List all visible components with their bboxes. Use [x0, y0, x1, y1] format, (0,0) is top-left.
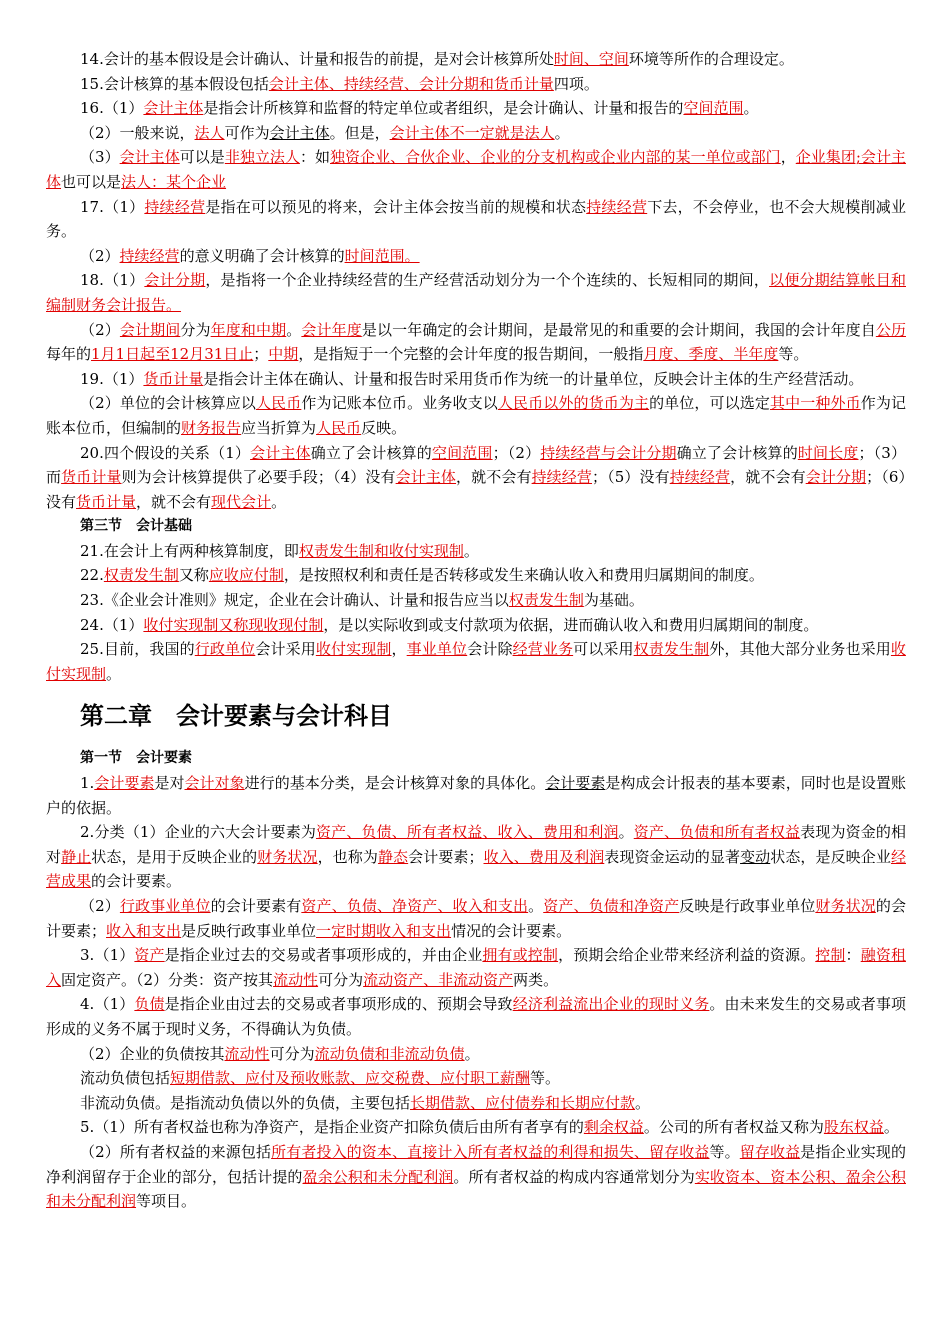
highlighted-term: 中期 [268, 345, 299, 364]
highlighted-term: 流动性 [224, 1044, 270, 1063]
highlighted-term: 现代会计 [211, 492, 272, 511]
text-run: 又称 [178, 566, 209, 585]
paragraph [46, 318, 906, 367]
text-run: 是指会计主体在确认、计量和报告时采用货币作为统一的计量单位，反映会计主体的生产经营活动。 [203, 369, 864, 388]
text-run: 16.（1） [80, 99, 144, 118]
highlighted-term: 货币计量 [76, 492, 137, 511]
paragraph [46, 441, 906, 515]
text-run: 环境等所作的合理设定。 [628, 50, 794, 68]
text-run: 22. [80, 566, 104, 585]
text-run: 可以采用 [573, 640, 634, 659]
paragraph [46, 244, 906, 269]
paragraph [46, 145, 906, 194]
underlined-term: 变动 [740, 847, 771, 866]
highlighted-term: 经济利益流出企业的现时义务 [512, 995, 710, 1014]
paragraph [46, 613, 906, 638]
text-run: 表现资金运动的显著 [604, 847, 741, 866]
text-run: 15.会计核算的基本假设包括 [80, 74, 269, 93]
highlighted-term: 股东权益 [823, 1118, 884, 1137]
highlighted-term: 非独立法人 [224, 148, 300, 167]
highlighted-term: 独资企业、合伙企业、企业的分支机构或企业内部的某一单位或部门 [330, 148, 781, 167]
text-run: 流动负债包括 [80, 1069, 171, 1088]
text-run: 会计要素； [408, 847, 484, 866]
text-run: ： [845, 946, 861, 965]
text-run: 作为记账本位币，但编制的 [46, 394, 906, 437]
highlighted-term: 静态 [377, 847, 409, 866]
paragraph [46, 820, 906, 894]
highlighted-term: 收入、费用及利润 [483, 847, 605, 866]
underlined-term: 会计主体 [269, 123, 330, 142]
text-run: ：如 [299, 148, 330, 167]
highlighted-term: 权责发生制 [508, 591, 584, 610]
highlighted-term: 财务状况 [815, 897, 876, 915]
highlighted-term: 空间范围 [431, 443, 493, 462]
highlighted-term: 应收应付制 [208, 566, 284, 585]
highlighted-term: 公历 [875, 320, 906, 339]
text-run: 21.在会计上有两种核算制度，即 [80, 541, 299, 560]
text-run: 非流动负债。是指流动负债以外的负债，主要包括 [80, 1093, 411, 1112]
text-run: 为基础。 [583, 591, 644, 610]
text-run: ，是指将一个企业持续经营的生产经营活动划分为一个个连续的、长短相同的期间， [205, 271, 770, 290]
text-run: 是指企业由过去的交易或者事项形成的、预期会导致 [164, 995, 513, 1014]
text-run: 的意义明确了会计核算的 [179, 246, 345, 265]
highlighted-term: 实收资本、资本公积、盈余公积和未分配利润 [46, 1167, 906, 1211]
text-run: 情况的会计要素。 [451, 921, 572, 940]
highlighted-term: 收付实现制 [46, 640, 906, 683]
highlighted-term: 人民币以外的货币为主 [497, 394, 650, 413]
text-run: 分为 [180, 320, 211, 339]
highlighted-term: 融资租入 [46, 946, 906, 989]
text-run: 则为会计核算提供了必要手段；（4）没有 [121, 468, 396, 487]
highlighted-term: 其中一种外币 [770, 394, 861, 413]
highlighted-term: 会计主体 [395, 468, 457, 487]
text-run: （2）所有者权益的来源包括 [80, 1142, 272, 1161]
text-run: 会计采用 [255, 640, 316, 659]
text-run: ，也称为 [317, 847, 378, 866]
highlighted-term: 人民币 [255, 394, 302, 413]
text-run: ，是指短于一个完整的会计年度的报告期间，一般指 [298, 345, 644, 364]
text-run: 25.目前，我国的 [80, 640, 195, 659]
highlighted-term: 权责发生制 [633, 640, 710, 659]
text-run: 是指在可以预见的将来，会计主体会按当前的规模和状态 [205, 197, 587, 216]
text-run: 等。 [778, 345, 809, 364]
highlighted-term: 财务状况 [257, 847, 318, 866]
text-run: 作为记账本位币。业务收支以 [301, 394, 498, 413]
highlighted-term: 权责发生制 [103, 566, 179, 585]
paragraph [46, 1091, 906, 1116]
text-run: ， [391, 640, 407, 659]
highlighted-term: 流动资产、非流动资产 [363, 970, 514, 989]
text-run: 等。 [530, 1069, 561, 1088]
text-run: 外，其他大部分业务也采用 [709, 640, 891, 659]
highlighted-term: 会计主体不一定就是法人 [389, 123, 555, 142]
text-run: 是指会计所核算和监督的特定单位或者组织，是会计确认、计量和报告的 [203, 99, 684, 118]
text-run: 是构成会计报表的基本要素，同时也是设置账户的依据。 [46, 774, 906, 817]
text-run: 状态，是反映企业 [770, 847, 891, 866]
highlighted-term: 法人 [194, 123, 225, 142]
text-run: ；（6）没有 [46, 468, 906, 511]
highlighted-term: 流动负债和非流动负债 [314, 1044, 465, 1063]
text-run: （2）企业的负债按其 [80, 1044, 225, 1063]
text-run: 4.（1） [80, 995, 135, 1014]
text-run: ，是以实际收到或支付款项为依据，进而确认收入和费用归属期间的制度。 [323, 615, 819, 634]
highlighted-term: 会计要素 [94, 774, 155, 793]
paragraph [46, 47, 906, 72]
highlighted-term: 行政单位 [194, 640, 256, 659]
text-run: 可分为 [269, 1044, 315, 1063]
highlighted-term: 货币计量 [143, 369, 204, 388]
text-run: （2） [80, 320, 120, 339]
text-run: 的单位，可以选定 [649, 394, 771, 413]
highlighted-term: 会计年度 [301, 320, 362, 339]
text-run: 的会计要素有 [210, 897, 302, 915]
text-run: 20.四个假设的关系（1） [80, 443, 251, 462]
highlighted-term: 经营业务 [512, 640, 574, 659]
text-run: （2） [80, 246, 120, 265]
text-run: 等项目。 [136, 1192, 197, 1211]
highlighted-term: 持续经营 [586, 197, 648, 216]
text-run: 四项。 [553, 74, 599, 93]
text-run: 3.（1） [80, 946, 135, 965]
text-run: 。 [271, 492, 287, 511]
text-run: （2）一般来说， [80, 123, 195, 142]
text-run: ，就不会有 [456, 468, 532, 487]
underlined-term: 会计要素 [545, 774, 606, 793]
text-run: ；（5）没有 [592, 468, 670, 487]
text-run: 17.（1） [80, 197, 145, 216]
highlighted-term: 经营成果 [46, 847, 906, 891]
text-run: ，就不会有 [136, 492, 212, 511]
text-run: 。公司的所有者权益又称为 [643, 1118, 824, 1137]
highlighted-term: 持续经营 [144, 197, 206, 216]
highlighted-term: 事业单位 [406, 640, 468, 659]
highlighted-term: 拥有或控制 [482, 946, 559, 965]
highlighted-term: 会计主体 [250, 443, 311, 462]
highlighted-term: 月度、季度、半年度 [643, 345, 779, 364]
text-run: 表现为资金的相对 [46, 823, 906, 866]
highlighted-term: 会计主体 [119, 148, 180, 167]
text-run: 可以是 [179, 148, 225, 167]
text-run: 是指企业实现的净利润留存于企业的部分，包括计提的 [46, 1142, 906, 1186]
highlighted-term: 长期借款、应付债券和长期应付款 [410, 1093, 636, 1112]
text-run: ；（2） [492, 443, 541, 462]
text-run: 1. [80, 774, 95, 793]
highlighted-term: 财务报告 [181, 418, 242, 437]
highlighted-term: 持续经营与会计分期 [540, 443, 677, 462]
text-run: 。 [554, 123, 570, 142]
paragraph [46, 391, 906, 440]
text-run: 反映是行政事业单位 [679, 897, 816, 915]
text-run: 每年的 [46, 345, 92, 364]
text-run: （3） [80, 148, 120, 167]
paragraph [46, 195, 906, 244]
highlighted-term: 会计分期 [805, 468, 867, 487]
paragraph [46, 894, 906, 943]
text-run: 。 [528, 897, 544, 915]
text-run: 确立了会计核算的 [676, 443, 798, 462]
text-run: 第二章 会计要素与会计科目 [80, 702, 392, 731]
text-run: 应当折算为 [241, 418, 317, 437]
text-run: 23.《企业会计准则》规定，企业在会计确认、计量和报告应当以 [80, 591, 509, 610]
highlighted-term: 资产、负债和所有者权益 [633, 823, 801, 842]
text-run: 。 [286, 320, 302, 339]
text-run: 下去，不会停业，也不会大规模削减业务。 [46, 197, 906, 241]
paragraph [46, 1115, 906, 1140]
text-run: 是指企业过去的交易或者事项形成的，并由企业 [164, 946, 483, 965]
text-run: 。但是， [329, 123, 390, 142]
highlighted-term: 1月1日起至12月31日止 [91, 345, 254, 364]
text-run: 。 [463, 541, 479, 560]
highlighted-term: 权责发生制和收付实现制 [298, 541, 464, 560]
text-run: 24.（1） [80, 615, 144, 634]
highlighted-term: 行政事业单位 [119, 897, 211, 915]
text-run: ，预期会给企业带来经济利益的资源。 [558, 946, 816, 965]
section-heading [46, 746, 906, 771]
text-run: 2.分类（1）企业的六大会计要素为 [80, 823, 316, 842]
highlighted-term: 时间、空间 [553, 50, 629, 68]
text-run: （2）单位的会计核算应以 [80, 394, 256, 413]
paragraph [46, 1042, 906, 1067]
highlighted-term: 年度和中期 [210, 320, 287, 339]
highlighted-term: 盈余公积和未分配利润 [302, 1167, 454, 1186]
text-run: （2） [80, 897, 120, 915]
highlighted-term: 空间范围 [683, 99, 744, 118]
highlighted-term: 资产、负债、净资产、收入和支出 [301, 897, 529, 915]
highlighted-term: 持续经营 [531, 468, 593, 487]
text-run: ； [253, 345, 269, 364]
text-run: 。所有者权益的构成内容通常划分为 [453, 1167, 695, 1186]
text-run: 是以一年确定的会计期间，是最常见的和重要的会计期间，我国的会计年度自 [361, 320, 876, 339]
paragraph [46, 637, 906, 686]
highlighted-term: 以便分期结算帐目和编制财务会计报告。 [46, 271, 906, 314]
highlighted-term: 资产、负债和净资产 [543, 897, 680, 915]
highlighted-term: 会计分期 [144, 271, 206, 290]
text-run: 第三节 会计基础 [80, 518, 192, 535]
text-run: 。由未来发生的交易或者事项形成的义务不属于现时义务，不得确认为负债。 [46, 995, 906, 1038]
text-run: 19.（1） [80, 369, 144, 388]
text-run: 。 [635, 1093, 651, 1112]
paragraph [46, 1140, 906, 1214]
highlighted-term: 时间长度 [797, 443, 859, 462]
highlighted-term: 剩余权益 [583, 1118, 644, 1137]
text-run: 状态，是用于反映企业的 [91, 847, 258, 866]
text-run: ， [780, 148, 796, 167]
paragraph [46, 771, 906, 820]
highlighted-term: 会计主体、持续经营、会计分期和货币计量 [268, 74, 554, 93]
text-run: ；（3）而 [46, 443, 906, 487]
chapter-heading [46, 694, 906, 738]
highlighted-term: 收入和支出 [106, 921, 182, 940]
paragraph [46, 992, 906, 1041]
text-run: 第一节 会计要素 [80, 750, 192, 767]
text-run: 14.会计的基本假设是会计确认、计量和报告的前提，是对会计核算所处 [80, 50, 554, 68]
highlighted-term: 静止 [61, 847, 92, 866]
highlighted-term: 会计对象 [184, 774, 245, 793]
text-run: 。 [106, 664, 122, 683]
text-run: 。 [883, 1118, 899, 1137]
text-run: 等。 [709, 1142, 740, 1161]
section-heading [46, 514, 906, 539]
text-run: 的会计要素。 [91, 872, 182, 891]
text-run: 是对 [154, 774, 185, 793]
text-run: 会计除 [467, 640, 513, 659]
highlighted-term: 负债 [134, 995, 165, 1014]
text-run: ，是按照权利和责任是否转移或发生来确认收入和费用归属期间的制度。 [283, 566, 764, 585]
paragraph [46, 367, 906, 392]
highlighted-term: 企业集团;会计主体 [46, 148, 906, 191]
text-run: 可作为 [224, 123, 270, 142]
text-run: 的会计要素； [46, 897, 906, 940]
highlighted-term: 短期借款、应付及预收账款、应交税费、应付职工薪酬 [170, 1069, 531, 1088]
highlighted-term: 资产 [134, 946, 165, 965]
highlighted-term: 收付实现制 [315, 640, 392, 659]
highlighted-term: 货币计量 [61, 468, 122, 487]
paragraph [46, 268, 906, 317]
text-run: 是反映行政事业单位 [181, 921, 317, 940]
text-run: 。 [464, 1044, 480, 1063]
paragraph [46, 563, 906, 588]
highlighted-term: 留存收益 [739, 1142, 801, 1161]
highlighted-term: 流动性 [273, 970, 319, 989]
text-run: 可分为 [318, 970, 364, 989]
text-run: 确立了会计核算的 [310, 443, 432, 462]
text-run: 固定资产。（2）分类：资产按其 [61, 970, 274, 989]
text-run: 5.（1）所有者权益也称为净资产，是指企业资产扣除负债后由所有者享有的 [80, 1118, 584, 1137]
text-run: 两类。 [513, 970, 559, 989]
highlighted-term: 持续经营 [119, 246, 180, 265]
highlighted-term: 资产、负债、所有者权益、收入、费用和利润 [315, 823, 619, 842]
text-run: 进行的基本分类，是会计核算对象的具体化。 [244, 774, 546, 793]
highlighted-term: 时间范围。 [344, 246, 420, 265]
highlighted-term: 控制 [815, 946, 846, 965]
highlighted-term: 人民币 [316, 418, 362, 437]
paragraph [46, 1066, 906, 1091]
paragraph [46, 72, 906, 97]
text-run: 反映。 [361, 418, 407, 437]
text-run: ，就不会有 [730, 468, 806, 487]
text-run: 18.（1） [80, 271, 145, 290]
paragraph [46, 96, 906, 121]
text-run: 。 [743, 99, 759, 118]
text-run: 也可以是 [61, 172, 122, 191]
highlighted-term: 所有者投入的资本、直接计入所有者权益的利得和损失、留存收益 [271, 1142, 710, 1161]
highlighted-term: 一定时期收入和支出 [316, 921, 452, 940]
highlighted-term: 法人：某个企业 [121, 172, 227, 191]
highlighted-term: 会计期间 [119, 320, 181, 339]
highlighted-term: 持续经营 [669, 468, 731, 487]
paragraph [46, 539, 906, 564]
highlighted-term: 收付实现制又称现收现付制 [143, 615, 324, 634]
text-run: 。 [618, 823, 634, 842]
paragraph [46, 943, 906, 992]
paragraph [46, 121, 906, 146]
highlighted-term: 会计主体 [143, 99, 204, 118]
paragraph [46, 588, 906, 613]
